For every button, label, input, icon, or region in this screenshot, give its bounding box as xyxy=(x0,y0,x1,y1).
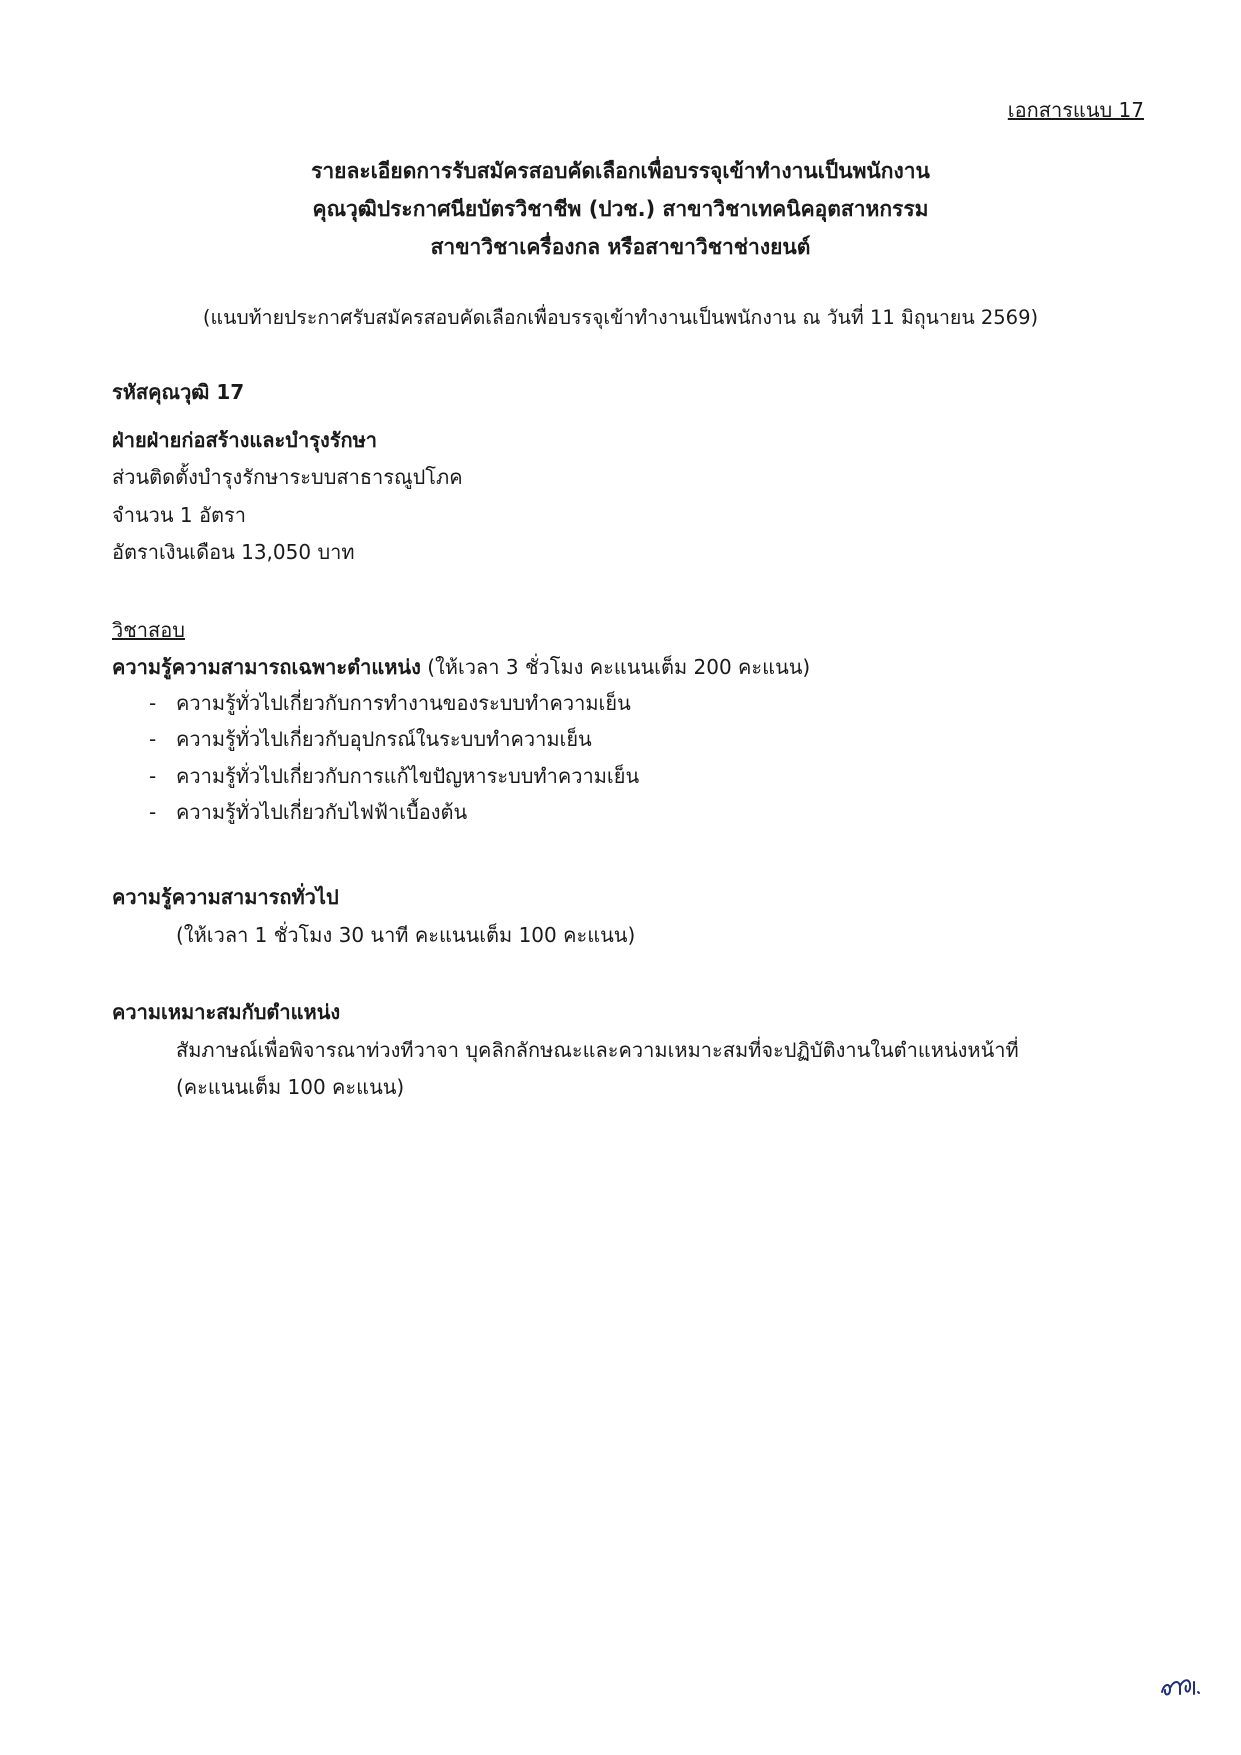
bullet-dash: - xyxy=(149,764,157,788)
list-item-text: ความรู้ทั่วไปเกี่ยวกับไฟฟ้าเบื้องต้น xyxy=(176,800,468,824)
department-name: ฝ่ายฝ่ายก่อสร้างและบำรุงรักษา xyxy=(112,428,377,452)
specific-knowledge-title: ความรู้ความสามารถเฉพาะตำแหน่ง xyxy=(112,655,421,679)
general-knowledge-title: ความรู้ความสามารถทั่วไป xyxy=(112,885,339,909)
title-line-1: รายละเอียดการรับสมัครสอบคัดเลือกเพื่อบรรจุเข้าทำงานเป็นพนักงาน xyxy=(311,159,930,183)
general-knowledge-detail: (ให้เวลา 1 ชั่วโมง 30 นาที คะแนนเต็ม 100 คะแนน) xyxy=(176,923,636,947)
announcement-note: (แนบท้ายประกาศรับสมัครสอบคัดเลือกเพื่อบรรจุเข้าทำงานเป็นพนักงาน ณ วันที่ 11 มิถุนายน 2569) xyxy=(202,306,1039,329)
list-item xyxy=(112,764,1012,794)
suitability-detail-line-2: (คะแนนเต็ม 100 คะแนน) xyxy=(176,1075,405,1099)
title-line-2: คุณวุฒิประกาศนียบัตรวิชาชีพ (ปวช.) สาขาวิชาเทคนิคอุตสาหกรรม xyxy=(312,197,929,221)
bullet-dash: - xyxy=(149,800,157,824)
list-item xyxy=(112,691,1012,721)
initials-signature xyxy=(1158,1662,1208,1702)
list-item-text: ความรู้ทั่วไปเกี่ยวกับการทำงานของระบบทำความเย็น xyxy=(176,691,631,715)
document-title xyxy=(0,152,1241,266)
title-line-3: สาขาวิชาเครื่องกล หรือสาขาวิชาช่างยนต์ xyxy=(430,235,811,259)
position-count: จำนวน 1 อัตรา xyxy=(112,503,246,527)
qualification-code: รหัสคุณวุฒิ 17 xyxy=(112,380,245,404)
list-item xyxy=(112,800,1012,830)
bullet-dash: - xyxy=(149,691,157,715)
suitability-title: ความเหมาะสมกับตำแหน่ง xyxy=(112,1000,341,1024)
salary-rate: อัตราเงินเดือน 13,050 บาท xyxy=(112,540,355,564)
specific-knowledge-heading xyxy=(112,655,810,679)
exam-heading: วิชาสอบ xyxy=(112,618,185,642)
bullet-dash: - xyxy=(149,727,157,751)
specific-knowledge-detail: (ให้เวลา 3 ชั่วโมง คะแนนเต็ม 200 คะแนน) xyxy=(420,655,811,679)
suitability-detail-line-1: สัมภาษณ์เพื่อพิจารณาท่วงทีวาจา บุคลิกลักษณะและความเหมาะสมที่จะปฏิบัติงานในตำแหน่งหน้าที่ xyxy=(176,1038,1019,1062)
list-item xyxy=(112,727,1012,757)
division-name: ส่วนติดตั้งบำรุงรักษาระบบสาธารณูปโภค xyxy=(112,465,463,489)
attachment-label: เอกสารแนบ 17 xyxy=(1007,98,1144,122)
list-item-text: ความรู้ทั่วไปเกี่ยวกับอุปกรณ์ในระบบทำความเย็น xyxy=(176,727,592,751)
list-item-text: ความรู้ทั่วไปเกี่ยวกับการแก้ไขปัญหาระบบทำความเย็น xyxy=(176,764,640,788)
